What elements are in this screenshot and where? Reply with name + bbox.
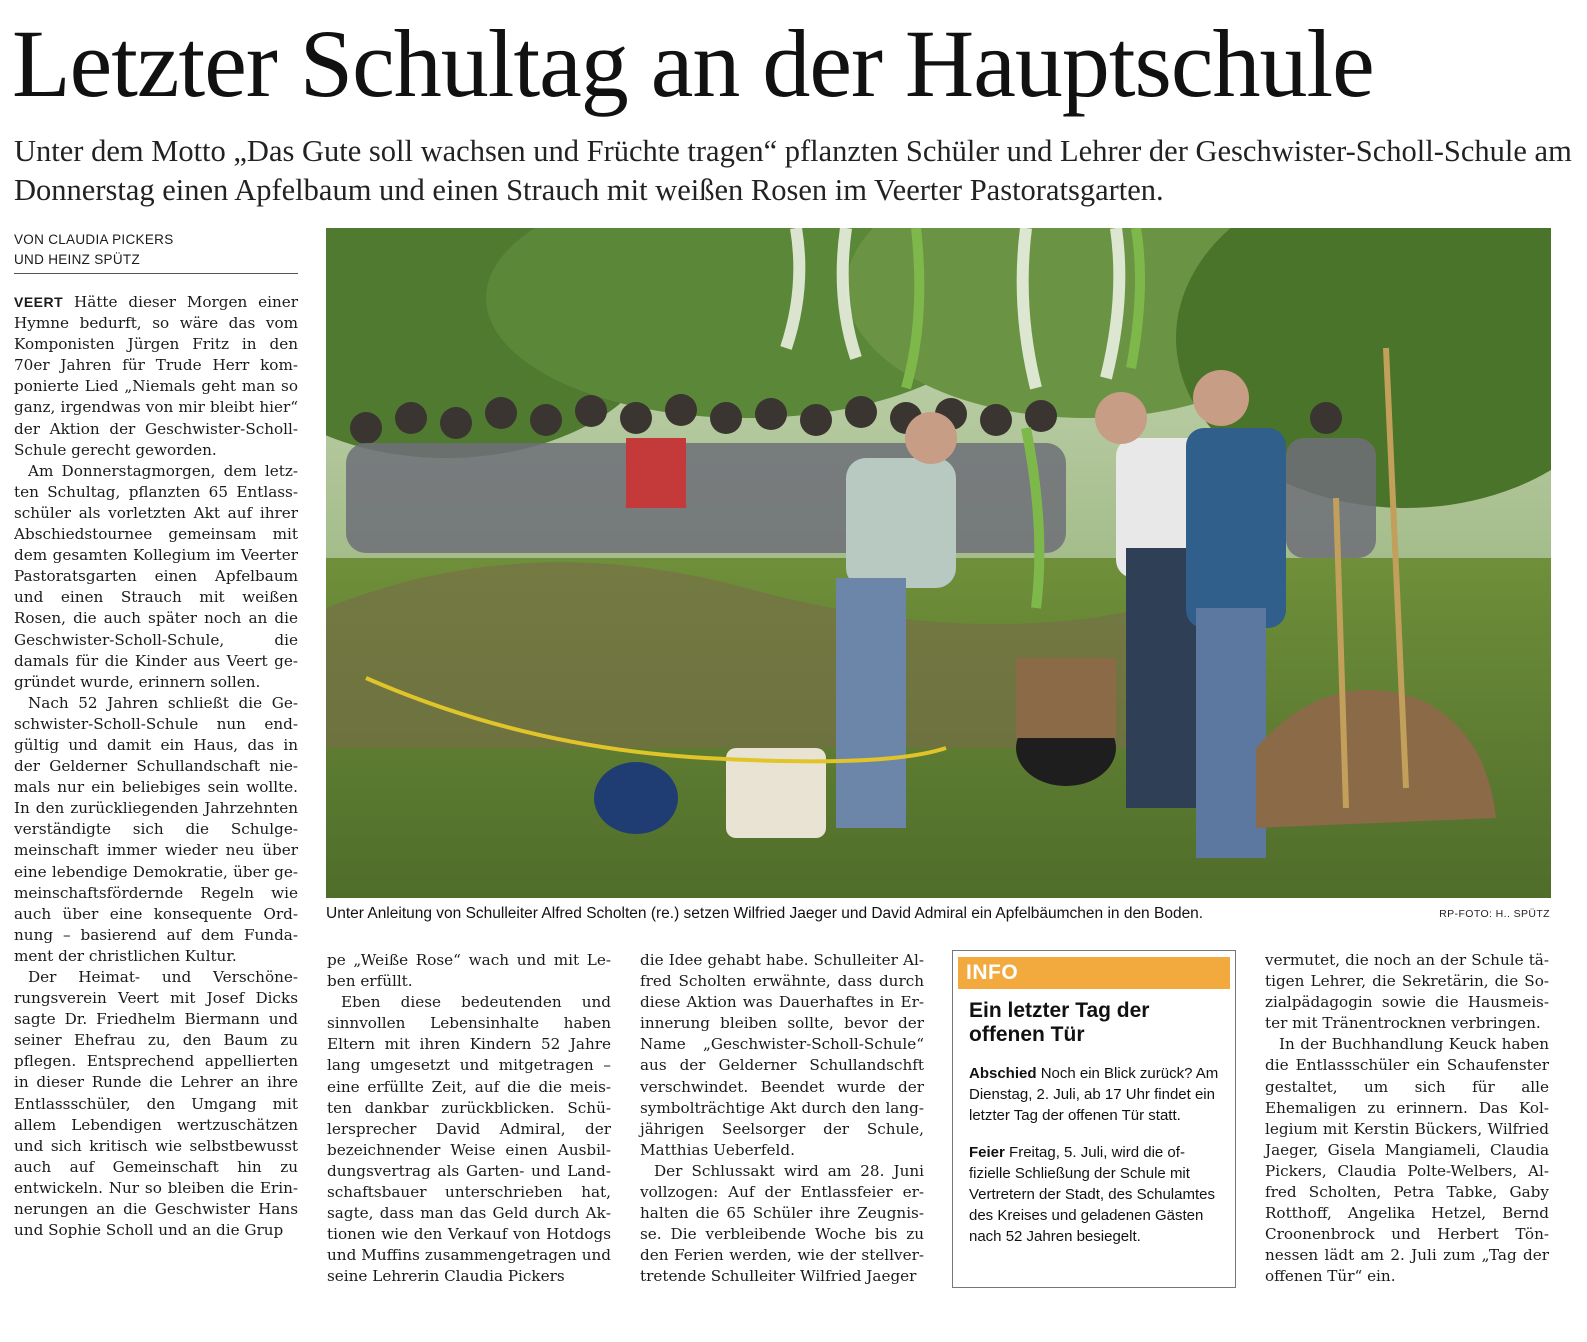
garden-scene-illustration [326,228,1551,898]
author-byline [14,230,298,274]
text-column-4 [1265,950,1549,1288]
article-photo [326,228,1551,898]
photo-credit: RP-FOTO: H.. SPÜTZ [1439,908,1550,920]
info-item-text: Noch ein Blick zurück? Am Dienstag, 2. Juli, ab 17 Uhr findet ein letzter Tag der offenen Tür statt. [969,1065,1219,1124]
paragraph: Eben diese bedeutenden und sinnvollen Lebensinhalte haben Eltern mit ihren Kindern 52 Jahre lang umgesetzt und mitgetragen – eine erfüllte Zeit, auf die die meisten dankbar zurückblicken. Schülersprecher David Admiral, der bezeichnender Weise einen Ausbildungsvertrag als Garten- und Landschaftsbauer unterschrieben hat, sagte, dass man das Geld durch Aktionen wie den Verkauf von Hotdogs und Muffins zusammengetragen und seine Lehrerin Claudia Pickers [327,993,611,1286]
info-title: Ein letzter Tag der offenen Tür [969,999,1150,1046]
info-item-lead: Abschied [969,1065,1037,1082]
info-tag: INFO [958,957,1230,989]
info-item-lead: Feier [969,1144,1005,1161]
subline: Unter dem Motto „Das Gute soll wachsen und Früchte tragen“ pflanzten Schüler und Lehrer der Geschwister-Scholl-Schule am Donnerstag einen Apfelbaum und einen Strauch mit weißen Rosen im Veerter Pastoratsgarten. [14,134,1572,207]
paragraph: vermutet, die noch an der Schule tätigen Lehrer, die Sekretärin, die Sozialpädagogin sowie die Hausmeister mit Tränentrocknen verbringen. [1265,951,1549,1033]
paragraph: Der Heimat- und Verschönerungsverein Veert mit Josef Dicks sagte Dr. Friedhelm Biermann und seiner Ehefrau zu, den Baum zu pflegen. Entsprechend appellierten in dieser Runde die Lehrer an ihre Entlassschüler, den Umgang mit allem Lebendigen wertzuschätzen und sich kritisch wie selbstbewusst auch auf Gemeinschaft hin zu entwickeln. Nur so bleiben die Erinnerungen an die Geschwister Hans und Sophie Scholl und an die Grup [14,968,298,1240]
paragraph: Der Schlussakt wird am 28. Juni vollzogen: Auf der Entlassfeier erhalten die 65 Schüler ihre Zeugnisse. Die verbleibende Woche bis zu den Ferien werden, wie der stellvertretende Schulleiter Wilfried Jaeger [640,1161,924,1286]
paragraph: die Idee gehabt habe. Schulleiter Alfred Scholten erwähnte, dass durch diese Aktion was Dauerhaftes in Erinnerung bleiben sollte, bevor der Name „Geschwister-Scholl-Schule“ aus der Gelderner Schullandschft verschwindet. Beendet wurde der symbolträchtige Akt durch den langjährigen Seelsorger der Schule, Matthias Ueberfeld. [640,951,924,1159]
text-column-2 [327,950,611,1288]
paragraph [14,292,298,461]
paragraph: Nach 52 Jahren schließt die Geschwister-Scholl-Schule nun endgültig und damit ein Haus, das in der Gelderner Schullandschaft niemals nur ein beliebiges sein wollte. In den zurückliegenden Jahrzehnten verständigte sich die Schulgemeinschaft immer wieder neu über eine lebendige Demokratie, über gemeinschaftsfördernde Regeln wie auch über eine konsequente Ordnung – basierend auf dem Fundament der christlichen Kultur. [14,693,298,965]
author-line: UND HEINZ SPÜTZ [14,252,140,267]
author-line: VON CLAUDIA PICKERS [14,232,174,247]
paragraph: pe „Weiße Rose“ wach und mit Leben erfüllt. [327,951,611,991]
paragraph: Am Donnerstagmorgen, dem letzten Schultag, pflanzten 65 Entlassschüler als vorletzten Akt auf ihrer Abschiedstournee gemeinsam mit dem gesamten Kollegium im Veerter Pastoratsgarten einen Apfelbaum und einen Strauch mit weißen Rosen, die auch später noch an die Geschwister-Scholl-Schule, die damals für die Kinder aus Veert gegründet wurde, erinnern sollen. [14,461,298,691]
dateline: VEERT [14,294,64,310]
info-box [952,950,1236,1288]
text-column-3 [640,950,924,1288]
paragraph: In der Buchhandlung Keuck haben die Entlassschüler ein Schaufenster gestaltet, um sich für alle Ehemaligen zu erinnern. Das Kollegium mit Kerstin Bückers, Wilfried Jaeger, Gisela Mangiameli, Claudia Pickers, Claudia Polte-Welbers, Alfred Scholten, Petra Tabke, Gaby Rotthoff, Angelika Hetzel, Bernd Croonenbrock und Herbert Tönnessen lädt am 2. Juli zum „Tag der offenen Tür“ ein. [1265,1035,1549,1286]
info-item [969,1063,1219,1126]
paragraph-text: Hätte dieser Morgen einer Hymne bedurft, so wäre das vom Komponisten Jürgen Fritz in den 70er Jahren für Trude Herr komponierte Lied „Niemals geht man so ganz, irgendwas von mir bleibt hier“ der Aktion der Geschwister-Scholl-Schule gerecht geworden. [14,293,298,459]
headline: Letzter Schultag an der Hauptschule [12,10,1374,117]
text-column-1 [14,292,298,1241]
info-item-text: Freitag, 5. Juli, wird die offizielle Schließung der Schule mit Vertretern der Stadt, des Schulamtes des Kreises und geladenen Gästen nach 52 Jahren besiegelt. [969,1144,1215,1245]
info-item [969,1142,1219,1247]
photo-caption: Unter Anleitung von Schulleiter Alfred Scholten (re.) setzen Wilfried Jaeger und David Admiral ein Apfelbäumchen in den Boden. [326,905,1204,922]
